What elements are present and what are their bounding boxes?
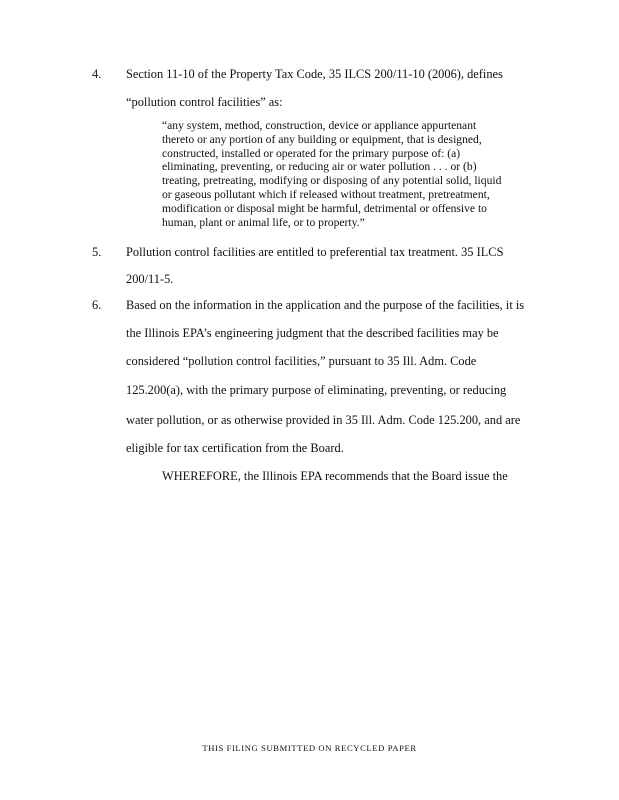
item-6-line-3: considered “pollution control facilities,” pursuant to 35 Ill. Adm. Code xyxy=(126,354,477,368)
item-5-number: 5. xyxy=(92,245,102,259)
quote-line: thereto or any portion of any building or equipment, that is designed, xyxy=(162,132,482,146)
quote-line: human, plant or animal life, or to property.” xyxy=(162,215,365,229)
quote-line: “any system, method, construction, device or appliance appurtenant xyxy=(162,119,477,132)
block-quote xyxy=(162,119,522,229)
item-6-line-6: eligible for tax certification from the Board. xyxy=(126,441,344,455)
page-footer: THIS FILING SUBMITTED ON RECYCLED PAPER xyxy=(202,743,417,753)
item-5-line-2: 200/11-5. xyxy=(126,272,174,286)
quote-line: constructed, installed or operated for the primary purpose of: (a) xyxy=(162,146,461,160)
item-6-line-5: water pollution, or as otherwise provided in 35 Ill. Adm. Code 125.200, and are xyxy=(126,413,521,427)
item-4-line-1: Section 11-10 of the Property Tax Code, 35 ILCS 200/11-10 (2006), defines xyxy=(126,67,503,81)
item-6-line-1: Based on the information in the application and the purpose of the facilities, it is xyxy=(126,298,525,312)
closing-paragraph: WHEREFORE, the Illinois EPA recommends that the Board issue the xyxy=(162,469,508,483)
quote-line: or gaseous pollutant which if released without treatment, pretreatment, xyxy=(162,187,490,201)
item-4-line-2: “pollution control facilities” as: xyxy=(126,95,283,109)
item-5-line-1: Pollution control facilities are entitled to preferential tax treatment. 35 ILCS xyxy=(126,245,504,259)
quote-line: eliminating, preventing, or reducing air or water pollution . . . or (b) xyxy=(162,160,477,174)
quote-line: modification or disposal might be harmful, detrimental or offensive to xyxy=(162,201,487,215)
item-6-line-4: 125.200(a), with the primary purpose of eliminating, preventing, or reducing xyxy=(126,383,507,397)
item-6-line-2: the Illinois EPA’s engineering judgment that the described facilities may be xyxy=(126,326,499,340)
item-4-number: 4. xyxy=(92,67,102,81)
quote-line: treating, pretreating, modifying or disposing of any potential solid, liquid xyxy=(162,174,502,188)
item-6-number: 6. xyxy=(92,298,102,312)
